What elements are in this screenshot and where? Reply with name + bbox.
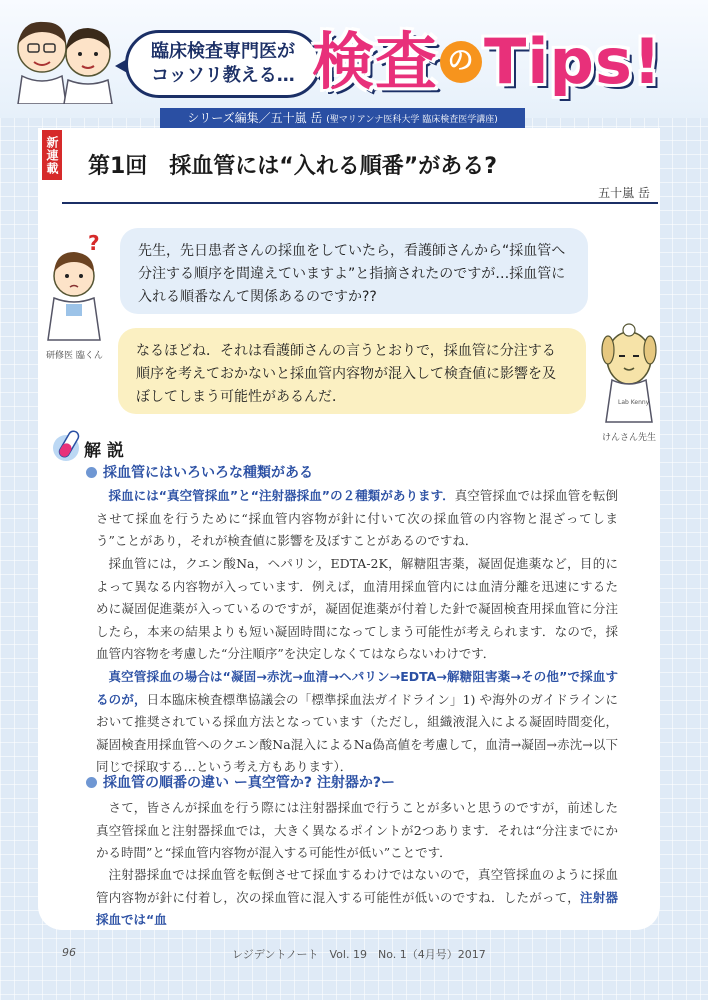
teacher-badge: Lab Kenny	[618, 399, 650, 406]
resident-speech: 先生，先日患者さんの採血をしていたら，看護師さんから“採血管へ分注する順序を間違えていますよ”と指摘されたのですが…採血管に入れる順番なんて関係あるのですか??	[120, 228, 588, 314]
section-heading: 解 説	[84, 441, 124, 461]
teacher-illustration	[594, 318, 664, 426]
subheading-1: 採血管にはいろいろな種類がある	[86, 462, 313, 484]
logo-no: の	[440, 41, 482, 83]
bubble-line-2: コッソリ教える…	[151, 65, 295, 86]
paragraph-1-highlight: 採血には“真空管採血”と“注射器採血”の２種類があります．	[108, 488, 455, 503]
paragraph-5-text: 注射器採血では採血管を転倒させて採血するわけではないので，真空管採血のように採血管内容物が針に付着し，次の採血管に混入する可能性が低いのですね．したがって，	[96, 867, 618, 905]
page-number: 96	[62, 946, 76, 959]
series-editor-bar	[160, 108, 525, 128]
paragraph-2: 採血管には，クエン酸Na，ヘパリン，EDTA-2K，解糖阻害薬，凝固促進薬など，目的によって異なる内容物が入っています．例えば，血清用採血管内には血清分離を迅速にするために凝固促進薬が入っているのですが，凝固促進薬が付着した針で凝固検査用採血管に分注したら，本来の結果よりも短い凝固時間になってしまう可能性が考えられます．なので，採血管内容物を考慮した“分注順序”を決定しなくてはならないわけです．	[96, 556, 618, 661]
paragraph-3-highlight: 真空管採血の場合は“凝固→赤沈→血清→ヘパリン→EDTA→解糖阻害薬→その他”で採血するのが，	[96, 669, 618, 707]
title-rule	[62, 202, 658, 204]
series-logo	[312, 22, 662, 102]
paragraph-4: さて，皆さんが採血を行う際には注射器採血で行うことが多いと思うのですが，前述した真空管採血と注射器採血では，大きく異なるポイントが2つあります．それは“分注までにかかる時間”と“採血管内容物が混入する可能性が低い”ことです．	[96, 800, 618, 860]
paragraph-5-highlight: 注射器採血では“血	[96, 889, 618, 927]
subheading-2: 採血管の順番の違い ー真空管か? 注射器か?ー	[86, 772, 395, 794]
paragraph-1	[96, 485, 618, 553]
article-title: 第1回 採血管には“入れる順番”がある?	[88, 154, 497, 179]
question-mark: ?	[88, 232, 100, 255]
resident-caption: 研修医 臨くん	[46, 351, 103, 361]
journal-footer: レジデントノート Vol. 19 No. 1（4月号）2017	[232, 948, 486, 961]
paragraph-3	[96, 666, 618, 779]
series-editor: シリーズ編集／五十嵐 岳	[187, 111, 323, 125]
paragraph-1-text: 真空管採血では採血管を転倒させて採血を行うために“採血管内容物が針に付いて次の採血管の内容物と混ざってしまう”ことがあり，それが検査値に影響を及ぼすことがあるのですね．	[96, 488, 618, 548]
teacher-speech: なるほどね．それは看護師さんの言うとおりで，採血管に分注する順序を考えておかないと採血管内容物が混入して検査値に影響を及ぼしてしまう可能性があるんだ．	[118, 328, 586, 414]
test-tube-icon	[50, 426, 250, 466]
logo-part-2: Tips!	[484, 25, 663, 98]
paragraph-5	[96, 864, 618, 932]
resident-illustration	[44, 232, 108, 342]
teacher-caption: けんさん先生	[602, 433, 657, 443]
series-bubble	[125, 30, 321, 98]
paragraph-3-text: 日本臨床検査標準協議会の「標準採血法ガイドライン」1) や海外のガイドラインにおいて推奨されている採血方法となっています（ただし，組織液混入による凝固時間変化，凝固検査用採血管へのクエン酸Na混入によるNa偽高値を考慮して，血清→凝固→赤沈→以下同じで採取する…という考え方もあります）．	[96, 691, 618, 774]
new-series-tag: 新連載	[42, 130, 62, 180]
article-author: 五十嵐 岳	[598, 186, 650, 200]
series-affiliation: (聖マリアンナ医科大学 臨床検査医学講座)	[326, 115, 498, 125]
logo-part-1: 検査	[312, 25, 439, 98]
bubble-line-1: 臨床検査専門医が	[151, 41, 295, 62]
doctors-illustration	[8, 16, 120, 104]
